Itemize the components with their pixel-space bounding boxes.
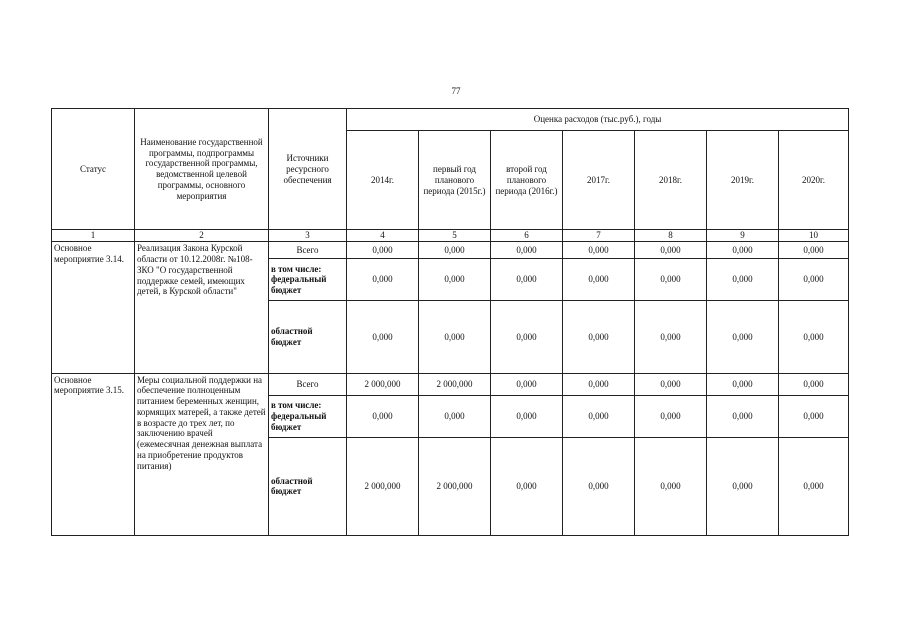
value-cell: 0,000 [347,395,419,437]
column-number: 4 [347,230,419,242]
value-cell: 0,000 [563,301,635,373]
value-cell: 0,000 [707,373,779,395]
column-number: 1 [52,230,135,242]
value-cell: 0,000 [707,259,779,301]
status-cell: Основное мероприятие 3.15. [52,373,135,536]
value-cell: 0,000 [347,259,419,301]
value-cell: 0,000 [563,395,635,437]
header-funding-sources: Источники ресурсного обеспечения [269,109,347,230]
column-number: 3 [269,230,347,242]
header-program-name: Наименование государственной программы, подпрограммы государственной программы, ведомственной целевой программы, основного мероприятия [135,109,269,230]
header-year: 2017г. [563,131,635,230]
value-cell: 0,000 [779,301,849,373]
column-number: 9 [707,230,779,242]
value-cell: 0,000 [779,259,849,301]
value-cell: 0,000 [635,373,707,395]
value-cell: 0,000 [419,395,491,437]
value-cell: 0,000 [491,437,563,535]
value-cell: 0,000 [563,242,635,259]
measure-name-cell: Реализация Закона Курской области от 10.12.2008г. №108-ЗКО "О государственной поддержке семей, имеющих детей, в Курской области" [135,242,269,373]
value-cell: 0,000 [563,437,635,535]
value-cell: 0,000 [635,395,707,437]
value-cell: 0,000 [635,242,707,259]
header-year: 2020г. [779,131,849,230]
source-label: Всего [269,242,347,259]
value-cell: 0,000 [779,242,849,259]
header-year: второй год планового периода (2016г.) [491,131,563,230]
header-year: 2014г. [347,131,419,230]
value-cell: 0,000 [707,242,779,259]
value-cell: 0,000 [779,437,849,535]
table-row [52,373,849,395]
value-cell: 0,000 [347,301,419,373]
value-cell: 0,000 [563,259,635,301]
source-label: в том числе: федеральный бюджет [269,259,347,301]
value-cell: 0,000 [491,373,563,395]
table-row [52,242,849,259]
budget-table [51,108,849,536]
value-cell: 2 000,000 [347,437,419,535]
value-cell: 0,000 [491,395,563,437]
value-cell: 0,000 [419,242,491,259]
column-number: 7 [563,230,635,242]
source-label: областной бюджет [269,437,347,535]
column-number: 6 [491,230,563,242]
measure-name-cell: Меры социальной поддержки на обеспечение полноценным питанием беременных женщин, кормящих матерей, а также детей в возрасте до трех лет, по заключению врачей (ежемесячная денежная выплата на приобретение продуктов питания) [135,373,269,536]
header-year: 2019г. [707,131,779,230]
column-numbers-row [52,230,849,242]
value-cell: 0,000 [707,437,779,535]
header-year: 2018г. [635,131,707,230]
value-cell: 0,000 [347,242,419,259]
value-cell: 0,000 [419,301,491,373]
header-status: Статус [52,109,135,230]
column-number: 10 [779,230,849,242]
value-cell: 0,000 [635,259,707,301]
status-cell: Основное мероприятие 3.14. [52,242,135,373]
value-cell: 0,000 [635,437,707,535]
value-cell: 0,000 [635,301,707,373]
value-cell: 0,000 [491,259,563,301]
source-label: Всего [269,373,347,395]
value-cell: 0,000 [491,242,563,259]
value-cell: 0,000 [563,373,635,395]
value-cell: 2 000,000 [419,437,491,535]
column-number: 5 [419,230,491,242]
source-label: областной бюджет [269,301,347,373]
value-cell: 0,000 [707,301,779,373]
value-cell: 2 000,000 [419,373,491,395]
source-label: в том числе: федеральный бюджет [269,395,347,437]
page-number: 77 [451,86,461,96]
header-row-top [52,109,849,131]
value-cell: 0,000 [779,395,849,437]
header-expense-estimate: Оценка расходов (тыс.руб.), годы [347,109,849,131]
value-cell: 0,000 [707,395,779,437]
header-year: первый год планового периода (2015г.) [419,131,491,230]
value-cell: 0,000 [491,301,563,373]
value-cell: 2 000,000 [347,373,419,395]
column-number: 2 [135,230,269,242]
value-cell: 0,000 [419,259,491,301]
value-cell: 0,000 [779,373,849,395]
column-number: 8 [635,230,707,242]
